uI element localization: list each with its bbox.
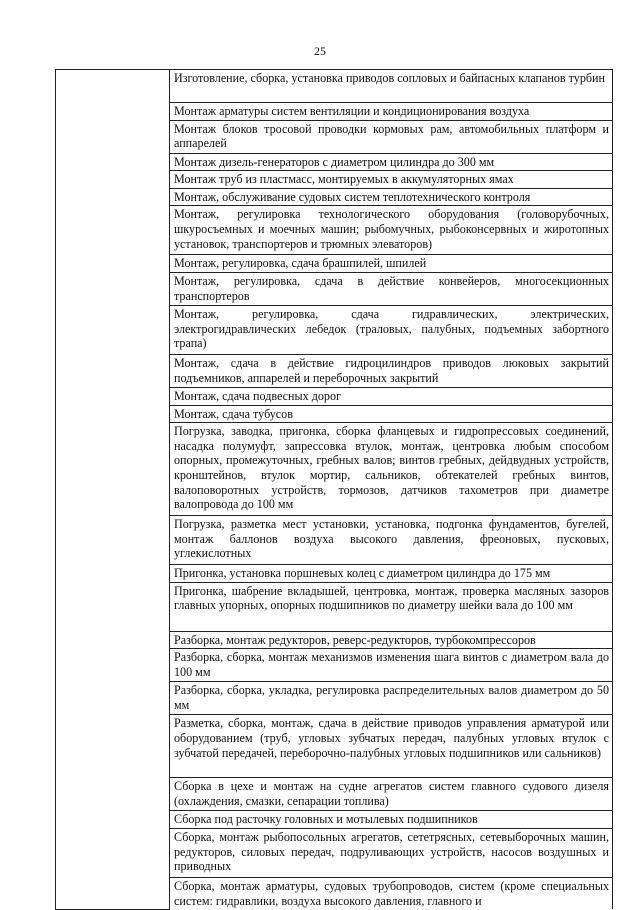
work-item-text: Сборка в цехе и монтаж на судне агрегатов систем главного судового дизеля (охлаждения, смазки, сепарации топлива) (174, 779, 609, 808)
work-item-cell (170, 828, 613, 877)
work-item-cell (170, 582, 613, 631)
work-item-text: Монтаж, сдача подвесных дорог (174, 388, 341, 403)
work-item-cell (170, 423, 613, 516)
work-types-table (55, 69, 613, 910)
work-item-cell (170, 387, 613, 405)
work-item-text: Монтаж труб из пластмасс, монтируемых в аккумуляторных ямах (174, 172, 514, 187)
work-item-text: Пригонка, установка поршневых колец с диаметром цилиндра до 175 мм (174, 566, 551, 581)
work-item-text: Погрузка, заводка, пригонка, сборка фланцевых и гидропрессовых соединений, насадка полумуфт, запрессовка втулок, монтаж, центровка любым способом опорных, промежуточных, гребных валов; винтов гребных, дейдвудных устройств, кронштейнов, втулок мортир, сальников, обтекателей гребных винтов, валоповоротных устройств, тормозов, датчиков тахометров при диаметре валопровода до 100 мм (174, 424, 609, 512)
work-item-text: Сборка, монтаж рыбопосольных агрегатов, сететрясных, сетевыборочных машин, редукторов, силовых передач, подруливающих устройств, насосов воздушных и приводных (174, 829, 609, 874)
work-item-text: Разборка, монтаж редукторов, реверс-редукторов, турбокомпрессоров (174, 632, 536, 647)
work-item-cell (170, 354, 613, 387)
work-item-cell (170, 631, 613, 649)
page-number: 25 (314, 44, 326, 58)
work-item-cell (170, 715, 613, 778)
work-item-cell (170, 206, 613, 255)
work-item-text: Монтаж, сдача тубусов (174, 406, 293, 421)
work-item-cell (170, 778, 613, 811)
work-item-cell (170, 153, 613, 171)
work-item-text: Разметка, сборка, монтаж, сдача в действие приводов управления арматурой или оборудованием (труб, угловых зубчатых передач, палубных угловых втулок с зубчатой передачей, переборочно-палубных угловых подшипников или сальников) (174, 716, 609, 760)
work-item-text: Монтаж, регулировка, сдача гидравлических, электрических, электрогидравлических лебедок (траловых, палубных, подъемных забортного трапа) (174, 306, 609, 351)
work-item-cell (170, 516, 613, 565)
work-item-text: Погрузка, разметка мест установки, установка, подгонка фундаментов, бугелей, монтаж баллонов воздуха высокого давления, фреоновых, пусковых, углекислотных (174, 517, 609, 561)
work-item-cell (170, 565, 613, 583)
work-item-text: Сборка, монтаж арматуры, судовых трубопроводов, систем (кроме специальных систем: гидравлики, воздуха высокого давления, главного и (174, 878, 609, 908)
work-item-text: Монтаж блоков тросовой проводки кормовых рам, автомобильных платформ и аппарелей (174, 121, 609, 151)
work-item-text: Монтаж, сдача в действие гидроцилиндров приводов люковых закрытий подъемников, аппарелей и переборочных закрытий (174, 355, 609, 385)
work-item-cell (170, 272, 613, 305)
work-item-cell (170, 877, 613, 909)
work-item-cell (170, 188, 613, 206)
work-item-text: Пригонка, шабрение вкладышей, центровка, монтаж, проверка масляных зазоров главных упорных, опорных подшипников по диаметру шейки вала до 100 мм (174, 583, 609, 613)
work-item-text: Монтаж, обслуживание судовых систем теплотехнического контроля (174, 189, 531, 204)
work-item-cell (170, 405, 613, 423)
work-item-text: Изготовление, сборка, установка приводов сопловых и байпасных клапанов турбин (174, 71, 605, 85)
table-row (56, 70, 613, 103)
work-item-text: Монтаж, регулировка технологического оборудования (головорубочных, шкуросъемных и моечных машин; рыбомучных, рыбоконсервных и жиротопных установок, транспортеров и трюмных элеваторов) (174, 207, 609, 251)
work-item-text: Монтаж, регулировка, сдача в действие конвейеров, многосекционных транспортеров (174, 273, 609, 303)
work-item-cell (170, 255, 613, 273)
work-item-cell (170, 305, 613, 354)
work-item-text: Монтаж дизель-генераторов с диаметром цилиндра до 300 мм (174, 154, 495, 169)
work-item-cell (170, 811, 613, 829)
work-item-text: Монтаж арматуры систем вентиляции и кондиционирования воздуха (174, 104, 530, 118)
work-item-text: Разборка, сборка, укладка, регулировка распределительных валов диаметром до 50 мм (174, 683, 609, 712)
work-item-cell (170, 120, 613, 153)
category-cell (56, 70, 170, 910)
work-item-text: Сборка под расточку головных и мотылевых подшипников (174, 812, 478, 827)
work-item-text: Монтаж, регулировка, сдача брашпилей, шпилей (174, 256, 427, 271)
work-item-cell (170, 171, 613, 189)
work-item-cell (170, 103, 613, 121)
work-item-cell (170, 649, 613, 682)
work-item-cell (170, 70, 613, 103)
work-item-cell (170, 682, 613, 715)
work-item-text: Разборка, сборка, монтаж механизмов изменения шага винтов с диаметром вала до 100 мм (174, 650, 609, 679)
